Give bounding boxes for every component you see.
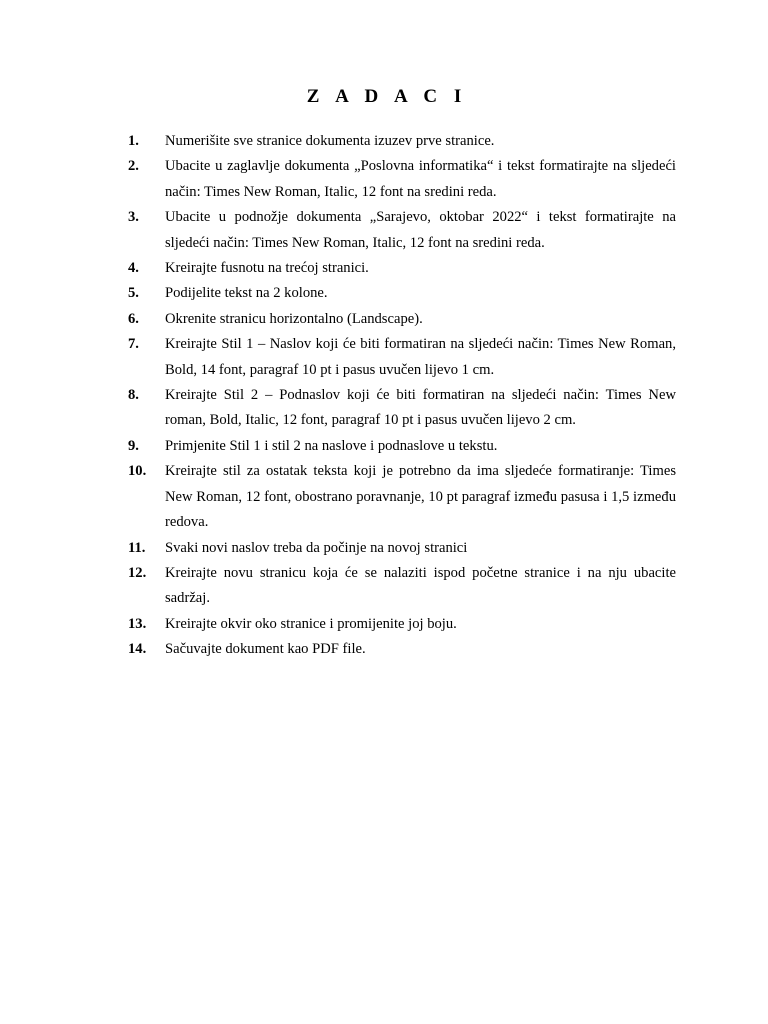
task-number: 13. [128, 615, 147, 632]
task-item [128, 129, 676, 154]
task-item [128, 281, 676, 306]
task-item [128, 205, 676, 256]
task-number: 1. [128, 133, 139, 149]
task-number: 8. [128, 387, 139, 404]
task-number: 4. [128, 260, 139, 277]
task-text: Numerišite sve stranice dokumenta izuzev prve stranice. [165, 133, 495, 149]
task-text: Kreirajte fusnotu na trećoj stranici. [165, 260, 369, 277]
task-list [128, 129, 676, 663]
task-text: Ubacite u podnožje dokumenta „Sarajevo, oktobar 2022“ i tekst formatirajte na sljedeći način: Times New Roman, Italic, 12 font na sredini reda. [165, 209, 676, 251]
task-text: Kreirajte novu stranicu koja će se nalaziti ispod početne stranice i na nju ubacite sadržaj. [165, 564, 676, 607]
task-item [128, 434, 676, 459]
page-title: Z A D A C I [306, 86, 468, 107]
task-text: Okrenite stranicu horizontalno (Landscape). [165, 310, 423, 327]
task-item [128, 307, 676, 332]
task-text: Ubacite u zaglavlje dokumenta „Poslovna informatika“ i tekst formatirajte na sljedeći način: Times New Roman, Italic, 12 font na sredini reda. [165, 158, 676, 200]
task-item [128, 536, 676, 561]
task-item [128, 612, 676, 637]
task-text: Kreirajte okvir oko stranice i promijenite joj boju. [165, 615, 457, 632]
task-text: Kreirajte Stil 2 – Podnaslov koji će biti formatiran na sljedeći način: Times New roman, Bold, Italic, 12 font, paragraf 10 pt i pasus uvučen lijevo 2 cm. [165, 387, 676, 429]
task-number: 10. [128, 463, 147, 480]
task-text: Podijelite tekst na 2 kolone. [165, 285, 328, 302]
task-number: 11. [128, 539, 146, 556]
task-number: 2. [128, 158, 139, 175]
task-item [128, 383, 676, 434]
task-item [128, 154, 676, 205]
task-item [128, 459, 676, 535]
task-number: 14. [128, 641, 147, 658]
task-text: Sačuvajte dokument kao PDF file. [165, 641, 366, 658]
task-number: 5. [128, 285, 139, 302]
task-item [128, 332, 676, 383]
task-number: 3. [128, 209, 139, 226]
task-text: Kreirajte stil za ostatak teksta koji je potrebno da ima sljedeće formatiranje: Times New Roman, 12 font, obostrano poravnanje, 10 pt paragraf između pasusa i 1,5 između redova. [165, 463, 676, 531]
task-text: Primjenite Stil 1 i stil 2 na naslove i podnaslove u tekstu. [165, 437, 498, 454]
task-text: Svaki novi naslov treba da počinje na novoj stranici [165, 539, 468, 556]
task-number: 12. [128, 564, 147, 581]
task-item [128, 561, 676, 612]
task-text: Kreirajte Stil 1 – Naslov koji će biti formatiran na sljedeći način: Times New Roman, Bold, 14 font, paragraf 10 pt i pasus uvučen lijevo 1 cm. [165, 336, 676, 378]
task-item [128, 637, 676, 662]
task-item [128, 256, 676, 281]
task-number: 7. [128, 336, 139, 353]
task-number: 9. [128, 437, 139, 454]
task-number: 6. [128, 310, 139, 327]
